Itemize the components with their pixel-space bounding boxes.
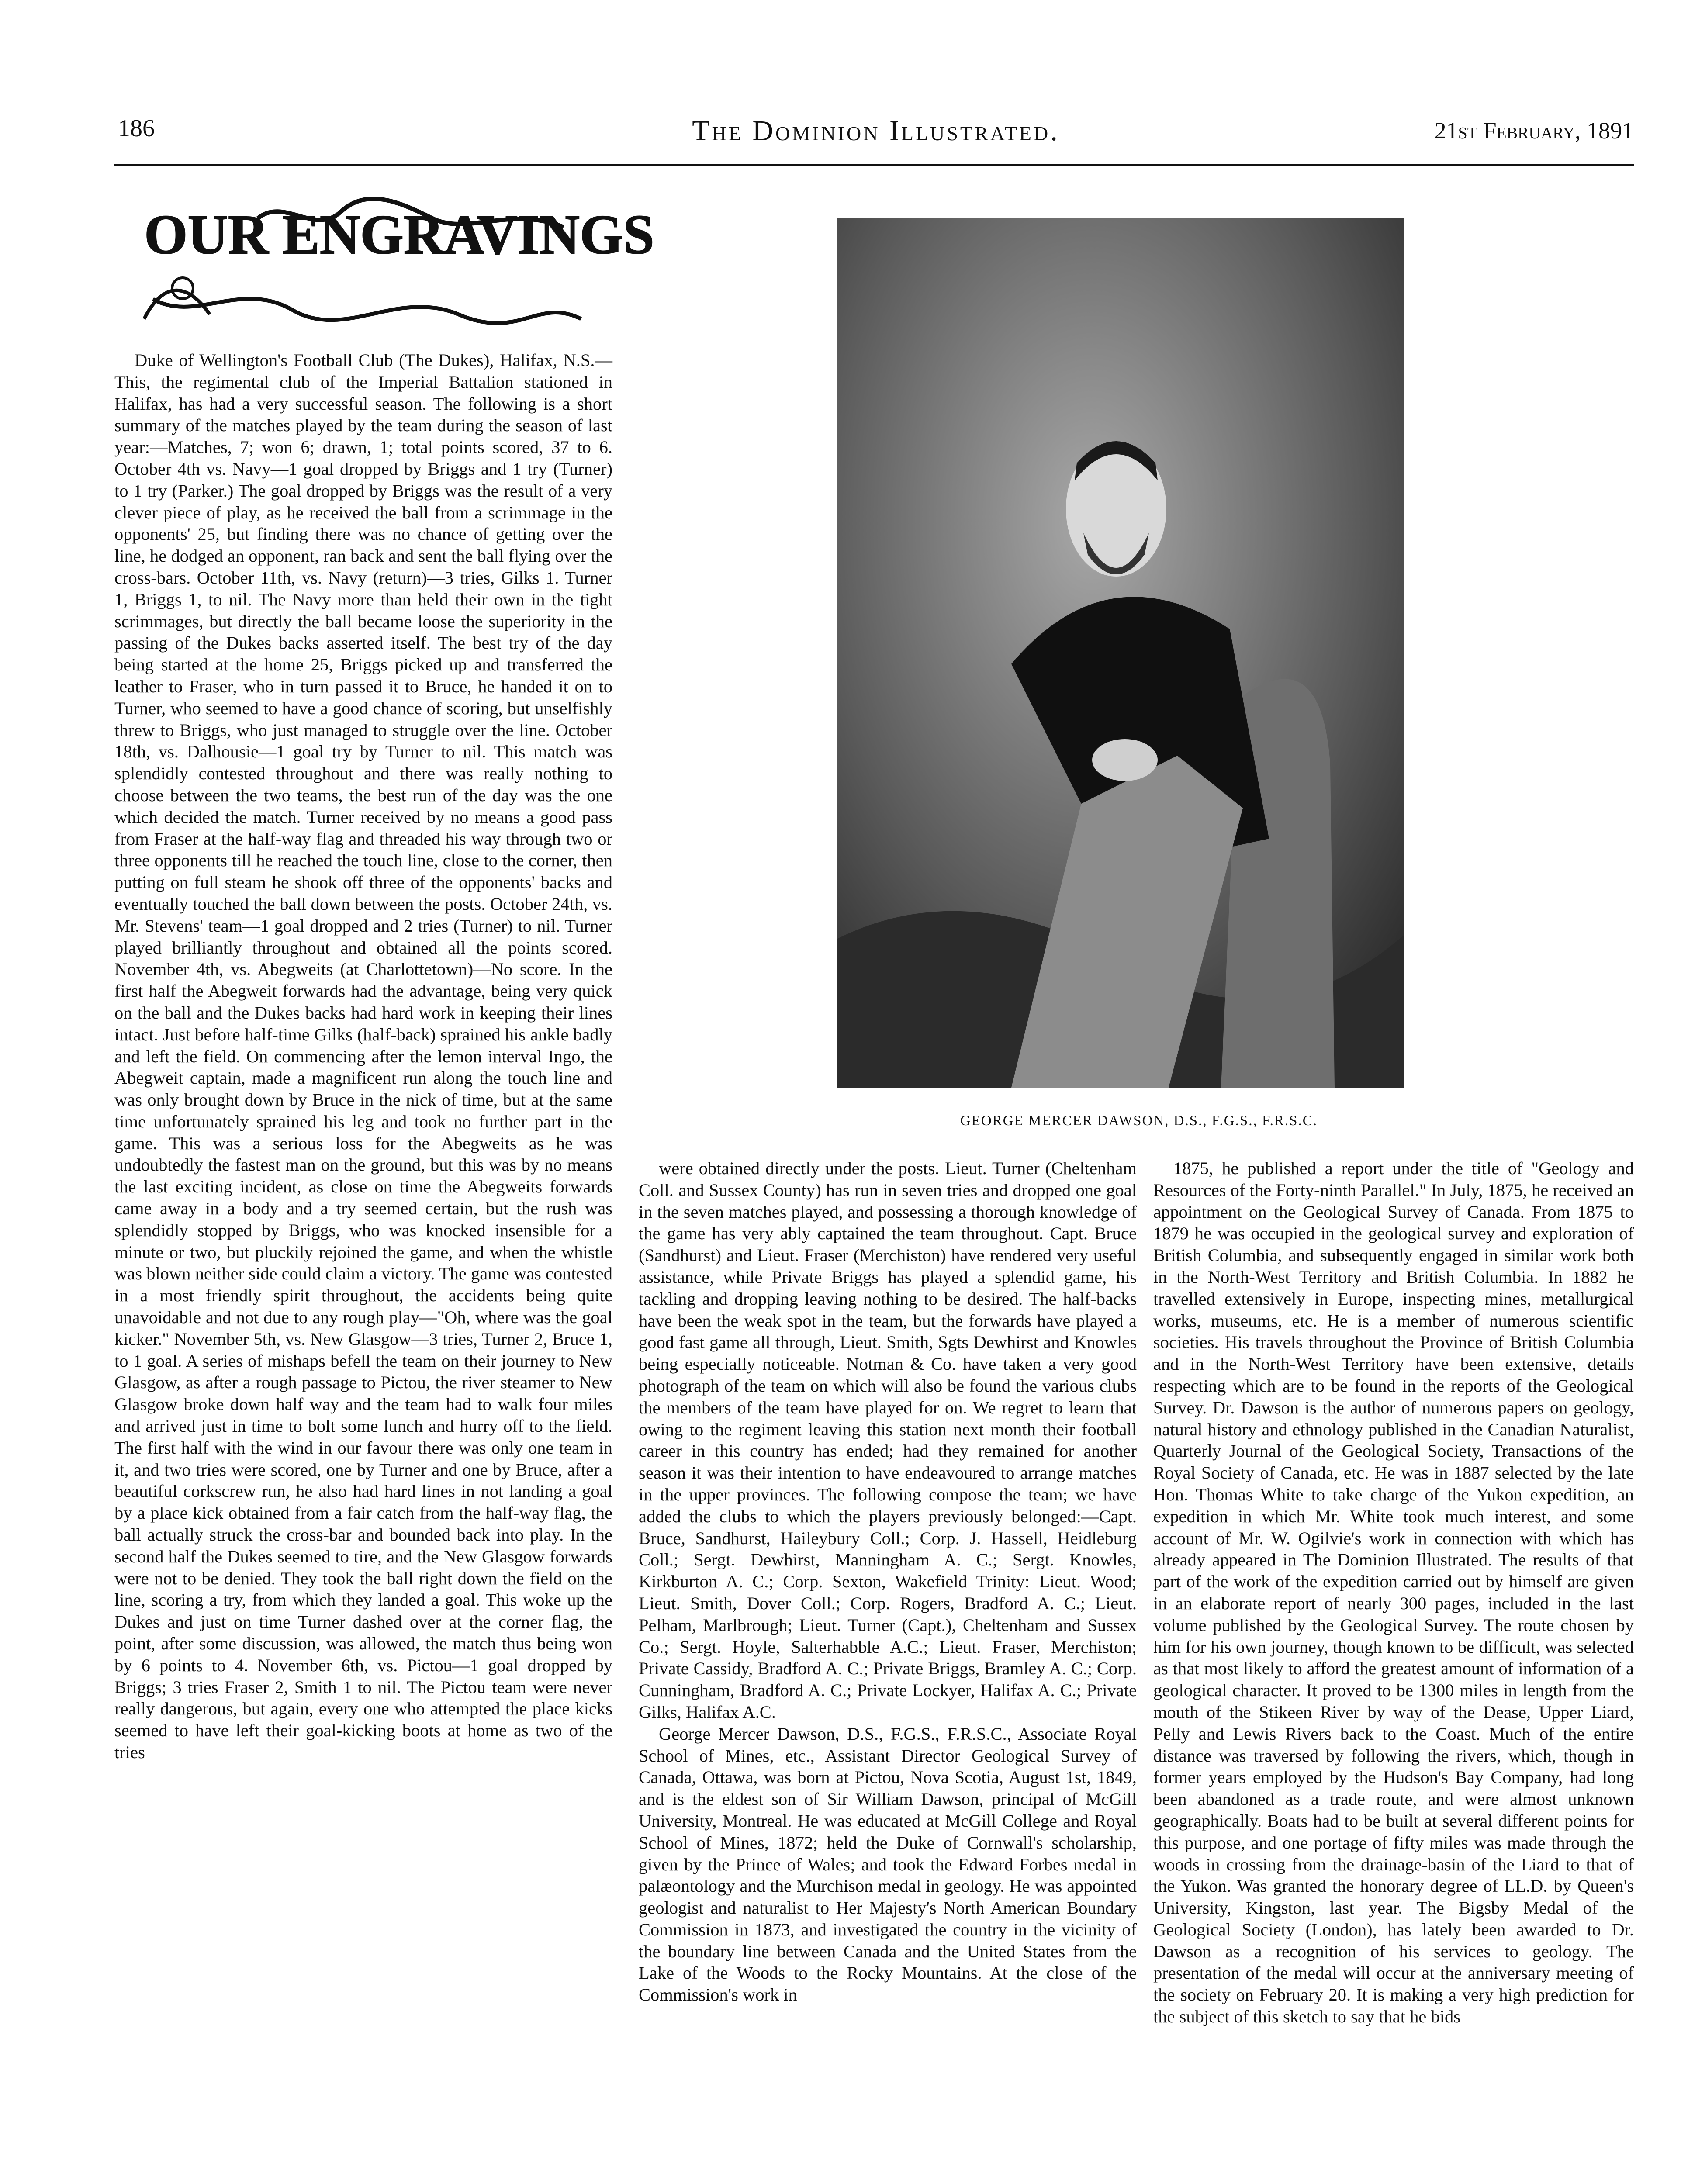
issue-date: 21st February, 1891 <box>1434 117 1634 144</box>
football-club-article-continued: were obtained directly under the posts. Lieut. Turner (Cheltenham Coll. and Sussex County) has run in seven tries and dropped one goal in the seven matches played, and possessing a thorough knowledge of the game has very ably captained the team throughout. Capt. Bruce (Sandhurst) and Lieut. Fraser (Merchiston) have rendered very useful assistance, while Private Briggs has played a splendid game, his tackling and dropping leaving nothing to be desired. The half-backs have been the weak spot in the team, but the forwards have played a good fast game all through, Lieut. Smith, Sgts Dewhirst and Knowles being especially noticeable. Notman & Co. have taken a very good photograph of the team on which will also be found the various clubs the members of the team have played for on. We regret to learn that owing to the regiment leaving this station next month their football career in this country has ended; had they remained for another season it was their intention to have endeavoured to arrange matches in the upper provinces. The following compose the team; we have added the clubs to which the players previously belonged:—Capt. Bruce, Sandhurst, Haileybury Coll.; Corp. J. Hassell, Heidleburg Coll.; Sergt. Dewhirst, Manningham A. C.; Sergt. Knowles, Kirkburton A. C.; Corp. Sexton, Wakefield Trinity: Lieut. Wood; Lieut. Smith, Dover Coll.; Corp. Rogers, Bradford A. C.; Lieut. Pelham, Marlbrough; Lieut. Turner (Capt.), Cheltenham and Sussex Co.; Sergt. Hoyle, Salterhabble A.C.; Lieut. Fraser, Merchiston; Private Cassidy, Bradford A. C.; Private Briggs, Bramley A. C.; Corp. Cunningham, Bradford A. C.; Private Lockyer, Halifax A. C.; Private Gilks, Halifax A.C. <box>639 1158 1137 1722</box>
dawson-biography: George Mercer Dawson, D.S., F.G.S., F.R.S.C., Associate Royal School of Mines, etc., Assistant Director Geological Survey of Canada, Ottawa, was born at Pictou, Nova Scotia, August 1st, 1849, and is the eldest son of Sir William Dawson, principal of McGill University, Montreal. He was educated at McGill College and Royal School of Mines, 1872; held the Duke of Cornwall's scholarship, given by the Prince of Wales; and took the Edward Forbes medal in palæontology and the Murchison medal in geology. He was appointed geologist and naturalist to Her Majesty's North American Boundary Commission in 1873, and investigated the country in the vicinity of the boundary line between Canada and the United States from the Lake of the Woods to the Rocky Mountains. At the close of the Commission's work in <box>639 1724 1137 2005</box>
our-engravings-banner <box>127 188 654 332</box>
article-column-3 <box>1153 1158 1634 2184</box>
article-column-2 <box>639 1158 1137 2184</box>
masthead: The Dominion Illustrated. <box>692 115 1060 147</box>
page-number: 186 <box>118 115 155 142</box>
header-rule <box>114 164 1634 166</box>
photo-caption: GEORGE MERCER DAWSON, D.S., F.G.S., F.R.S.C. <box>960 1113 1318 1129</box>
portrait-photograph <box>837 218 1404 1088</box>
football-club-article: Duke of Wellington's Football Club (The Dukes), Halifax, N.S.—This, the regimental club of the Imperial Battalion stationed in Halifax, has had a very successful season. The following is a short summary of the matches played by the team during the season of last year:—Matches, 7; won 6; drawn, 1; total points scored, 37 to 6. October 4th vs. Navy—1 goal dropped by Briggs and 1 try (Turner) to 1 try (Parker.) The goal dropped by Briggs was the result of a very clever piece of play, as he received the ball from a scrimmage in the opponents' 25, but finding there was no chance of getting over the line, he dodged an opponent, ran back and sent the ball flying over the cross-bars. October 11th, vs. Navy (return)—3 tries, Gilks 1. Turner 1, Briggs 1, to nil. The Navy more than held their own in the tight scrimmages, but directly the ball became loose the superiority in the passing of the Dukes backs asserted itself. The best try of the day being started at the home 25, Briggs picked up and transferred the leather to Fraser, who in turn passed it to Bruce, he handed it on to Turner, who seemed to have a good chance of scoring, but unselfishly threw to Briggs, who just managed to struggle over the line. October 18th, vs. Dalhousie—1 goal try by Turner to nil. This match was splendidly contested throughout and there was really nothing to choose between the two teams, the best run of the day was the one which decided the match. Turner received by no means a good pass from Fraser at the half-way flag and threaded his way through two or three opponents till he reached the touch line, close to the corner, then putting on full steam he shook off three of the opponents' backs and eventually touched the ball down between the posts. October 24th, vs. Mr. Stevens' team—1 goal dropped and 2 tries (Turner) to nil. Turner played brilliantly throughout and obtained all the points scored. November 4th, vs. Abegweits (at Charlottetown)—No score. In the first half the Abegweit forwards had the advantage, being very quick on the ball and the Dukes backs had hard work in keeping their lines intact. Just before half-time Gilks (half-back) sprained his ankle badly and left the field. On commencing after the lemon interval Ingo, the Abegweit captain, made a magnificent run along the touch line and was only brought down by Bruce in the nick of time, but at the same time unfortunately sprained his leg and took no further part in the game. This was a serious loss for the Abegweits as he was undoubtedly the fastest man on the ground, but this was by no means the last exciting incident, as close on time the Abegweits forwards came away in a body and a try seemed certain, but the rush was splendidly stopped by Briggs, who was knocked insensible for a minute or two, but pluckily rejoined the game, and when the whistle was blown neither side could claim a victory. The game was contested in a most friendly spirit throughout, the accidents being quite unavoidable and not due to any rough play—"Oh, where was the goal kicker." November 5th, vs. New Glasgow—3 tries, Turner 2, Bruce 1, to 1 goal. A series of mishaps befell the team on their journey to New Glasgow, as after a rough passage to Pictou, the river steamer to New Glasgow broke down half way and the team had to walk four miles and arrived just in time to bolt some lunch and hurry off to the field. The first half with the wind in our favour there was only one team in it, and two tries were scored, one by Turner and one by Bruce, after a beautiful corkscrew run, he also had hard lines in not landing a goal by a place kick obtained from a fair catch from the half-way flag, the ball actually struck the cross-bar and bounded back into play. In the second half the Dukes seemed to tire, and the New Glasgow forwards were not to be denied. They took the ball right down the field on the line, scoring a try, from which they landed a goal. This woke up the Dukes and just on time Turner dashed over at the corner flag, the point, after some discussion, was allowed, the match thus being won by 6 points to 4. November 6th, vs. Pictou—1 goal dropped by Briggs; 3 tries Fraser 2, Smith 1 to nil. The Pictou team were never really dangerous, but again, every one who attempted the place kicks seemed to have left their goal-kicking boots at home as two of the tries <box>114 350 612 1762</box>
article-column-1 <box>114 349 612 2184</box>
page-header <box>118 114 1634 154</box>
ornamental-banner-graphic <box>127 188 654 332</box>
dawson-biography-continued: 1875, he published a report under the title of "Geology and Resources of the Forty-ninth Parallel." In July, 1875, he received an appointment on the Geological Survey of Canada. From 1875 to 1879 he was occupied in the geological survey and exploration of British Columbia, and subsequently engaged in similar work both in the North-West Territory and British Columbia. In 1882 he travelled extensively in Europe, inspecting mines, metallurgical works, museums, etc. He is a member of numerous scientific societies. His travels throughout the Province of British Columbia and in the North-West Territory have been extensive, details respecting which are to be found in the reports of the Geological Survey. Dr. Dawson is the author of numerous papers on geology, natural history and ethnology published in the Canadian Naturalist, Quarterly Journal of the Geological Society, Transactions of the Royal Society of Canada, etc. He was in 1887 selected by the late Hon. Thomas White to take charge of the Yukon expedition, an expedition in which Mr. White took much interest, and some account of Mr. W. Ogilvie's work in connection with which has already appeared in The Dominion Illustrated. The results of that part of the work of the expedition carried out by himself are given in an elaborate report of nearly 300 pages, included in the last volume published by the Geological Survey. The route chosen by him for his own journey, though known to be difficult, was selected as that most likely to afford the greatest amount of information of a geological character. It proved to be 1300 miles in length from the mouth of the Stikeen River by way of the Dease, Upper Liard, Pelly and Lewis Rivers back to the Coast. Much of the entire distance was traversed by following the rivers, which, though in former years employed by the Hudson's Bay Company, had long been abandoned as a trade route, and were almost unknown geographically. Boats had to be built at several different points for this purpose, and one portage of fifty miles was made through the woods in crossing from the drainage-basin of the Liard to that of the Yukon. Was granted the honorary degree of LL.D. by Queen's University, Kingston, last year. The Bigsby Medal of the Geological Society (London), has lately been awarded to Dr. Dawson as a recognition of his services to geology. The presentation of the medal will occur at the anniversary meeting of the society on February 20. It is making a very high prediction for the subject of this sketch to say that he bids <box>1153 1158 1634 2027</box>
banner-word-our: OUR ENGRAVINGS <box>144 204 654 266</box>
seated-man-portrait <box>837 218 1404 1088</box>
